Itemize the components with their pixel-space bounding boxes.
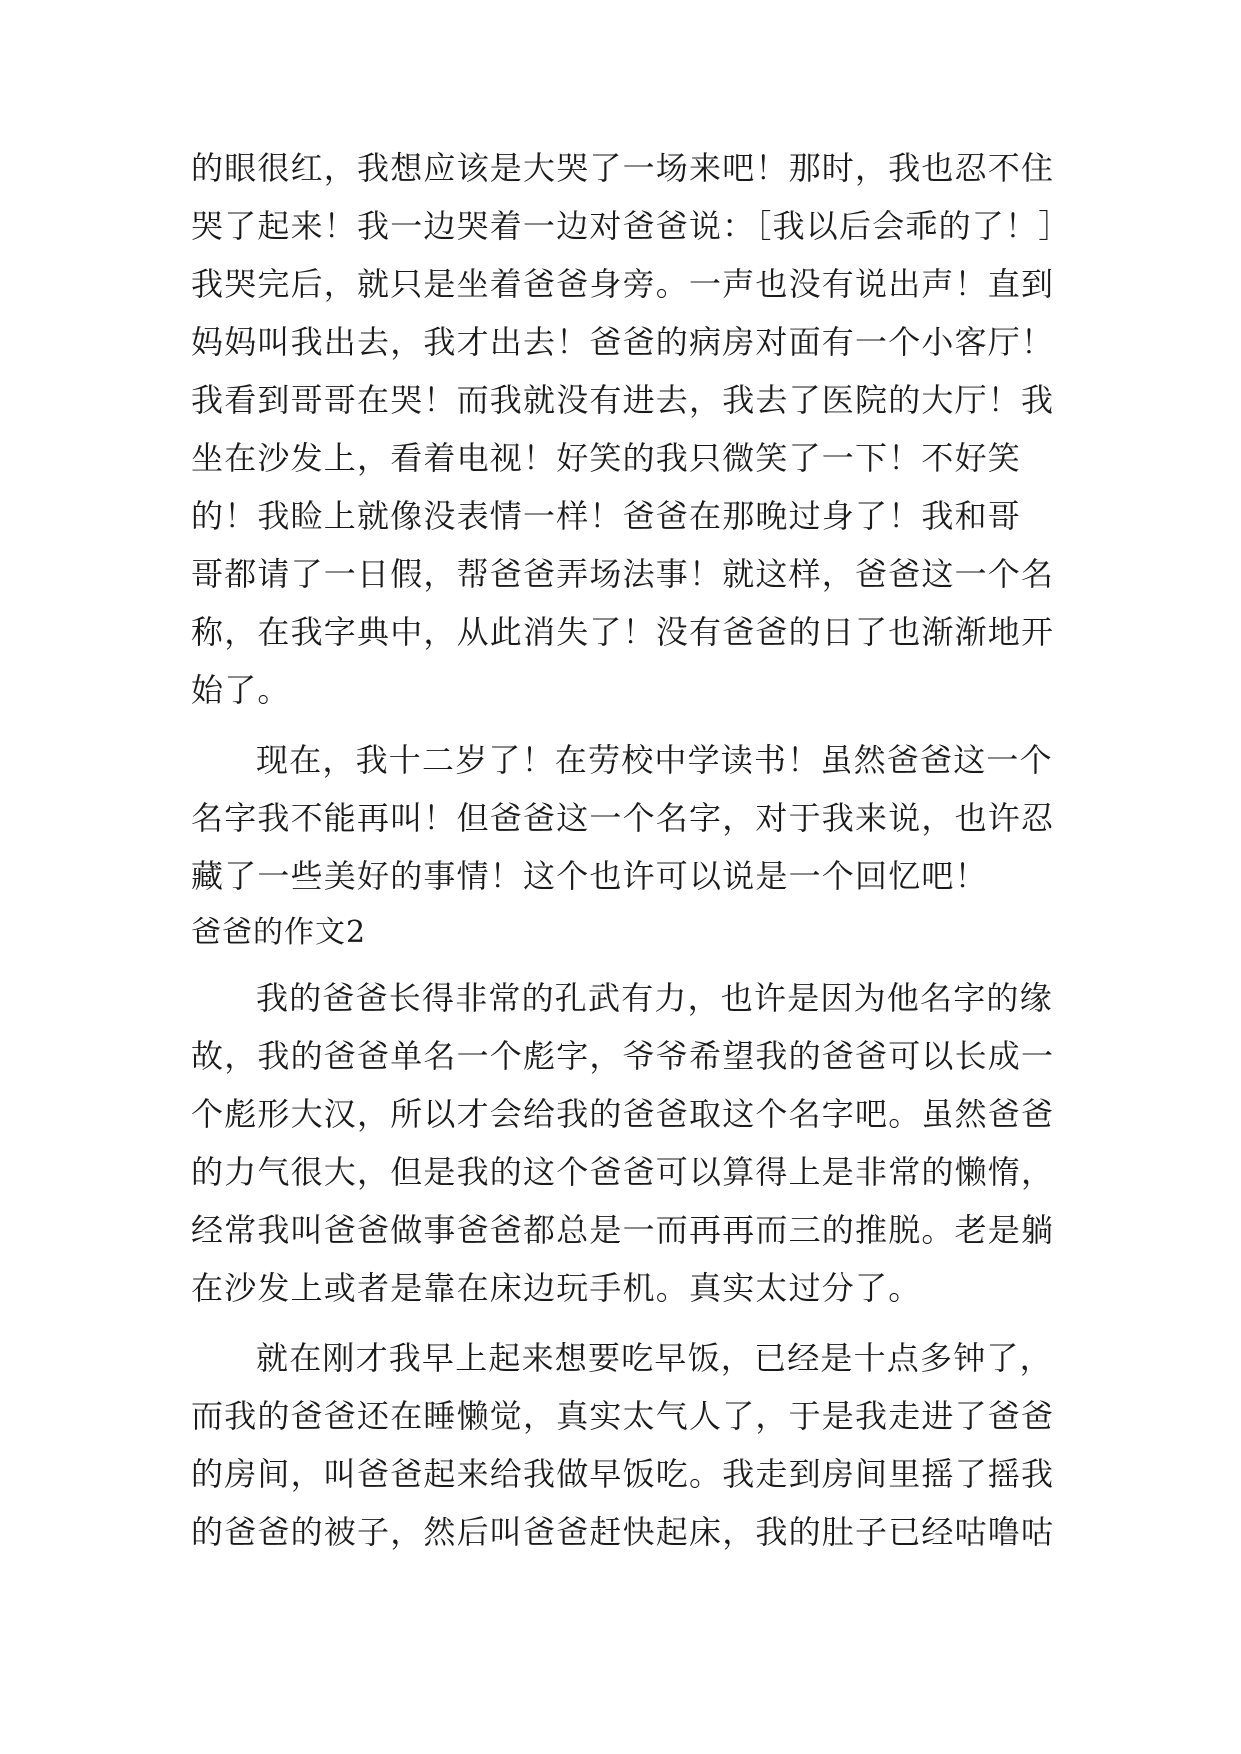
paragraph-1-line-5: 我看到哥哥在哭！而我就没有进去，我去了医院的大厅！我 [191, 381, 1055, 419]
paragraph-3-line-2: 故，我的爸爸单名一个彪字，爷爷希望我的爸爸可以长成一 [191, 1037, 1055, 1075]
paragraph-1-line-1: 的眼很红，我想应该是大哭了一场来吧！那时，我也忍不住 [191, 149, 1055, 187]
paragraph-2-line-2: 名字我不能再叫！但爸爸这一个名字，对于我来说，也许忍 [191, 799, 1055, 837]
paragraph-1-line-8: 哥都请了一日假，帮爸爸弄场法事！就这样，爸爸这一个名 [191, 555, 1055, 593]
paragraph-1-line-3: 我哭完后，就只是坐着爸爸身旁。一声也没有说出声！直到 [191, 265, 1055, 303]
paragraph-3-line-6: 在沙发上或者是靠在床边玩手机。真实太过分了。 [191, 1269, 922, 1307]
paragraph-4-line-1: 就在刚才我早上起来想要吃早饭，已经是十点多钟了， [256, 1339, 1053, 1377]
paragraph-4-line-3: 的房间，叫爸爸起来给我做早饭吃。我走到房间里摇了摇我 [191, 1455, 1055, 1493]
paragraph-1-line-9: 称，在我字典中，从此消失了！没有爸爸的日了也渐渐地开 [191, 613, 1055, 651]
paragraph-3-line-5: 经常我叫爸爸做事爸爸都总是一而再再而三的推脱。老是躺 [191, 1211, 1055, 1249]
paragraph-3-line-3: 个彪形大汉，所以才会给我的爸爸取这个名字吧。虽然爸爸 [191, 1095, 1055, 1133]
paragraph-2-line-3: 藏了一些美好的事情！这个也许可以说是一个回忆吧！ [191, 857, 988, 895]
paragraph-4-line-2: 而我的爸爸还在睡懒觉，真实太气人了，于是我走进了爸爸 [191, 1397, 1055, 1435]
paragraph-1-line-4: 妈妈叫我出去，我才出去！爸爸的病房对面有一个小客厅！ [191, 323, 1055, 361]
paragraph-3-line-1: 我的爸爸长得非常的孔武有力，也许是因为他名字的缘 [256, 979, 1053, 1017]
paragraph-1-line-10: 始了。 [191, 671, 291, 709]
paragraph-1-line-2: 哭了起来！我一边哭着一边对爸爸说：［我以后会乖的了！］ [191, 207, 1072, 245]
paragraph-1-line-7: 的！我睑上就像没表情一样！爸爸在那晚过身了！我和哥 [191, 497, 1022, 535]
section-title: 爸爸的作文2 [191, 915, 367, 950]
paragraph-4-line-4: 的爸爸的被子，然后叫爸爸赶快起床，我的肚子已经咕噜咕 [191, 1513, 1055, 1551]
paragraph-2-line-1: 现在，我十二岁了！在劳校中学读书！虽然爸爸这一个 [256, 741, 1053, 779]
paragraph-1-line-6: 坐在沙发上，看着电视！好笑的我只微笑了一下！不好笑 [191, 439, 1022, 477]
paragraph-3-line-4: 的力气很大，但是我的这个爸爸可以算得上是非常的懒惰， [191, 1153, 1055, 1191]
